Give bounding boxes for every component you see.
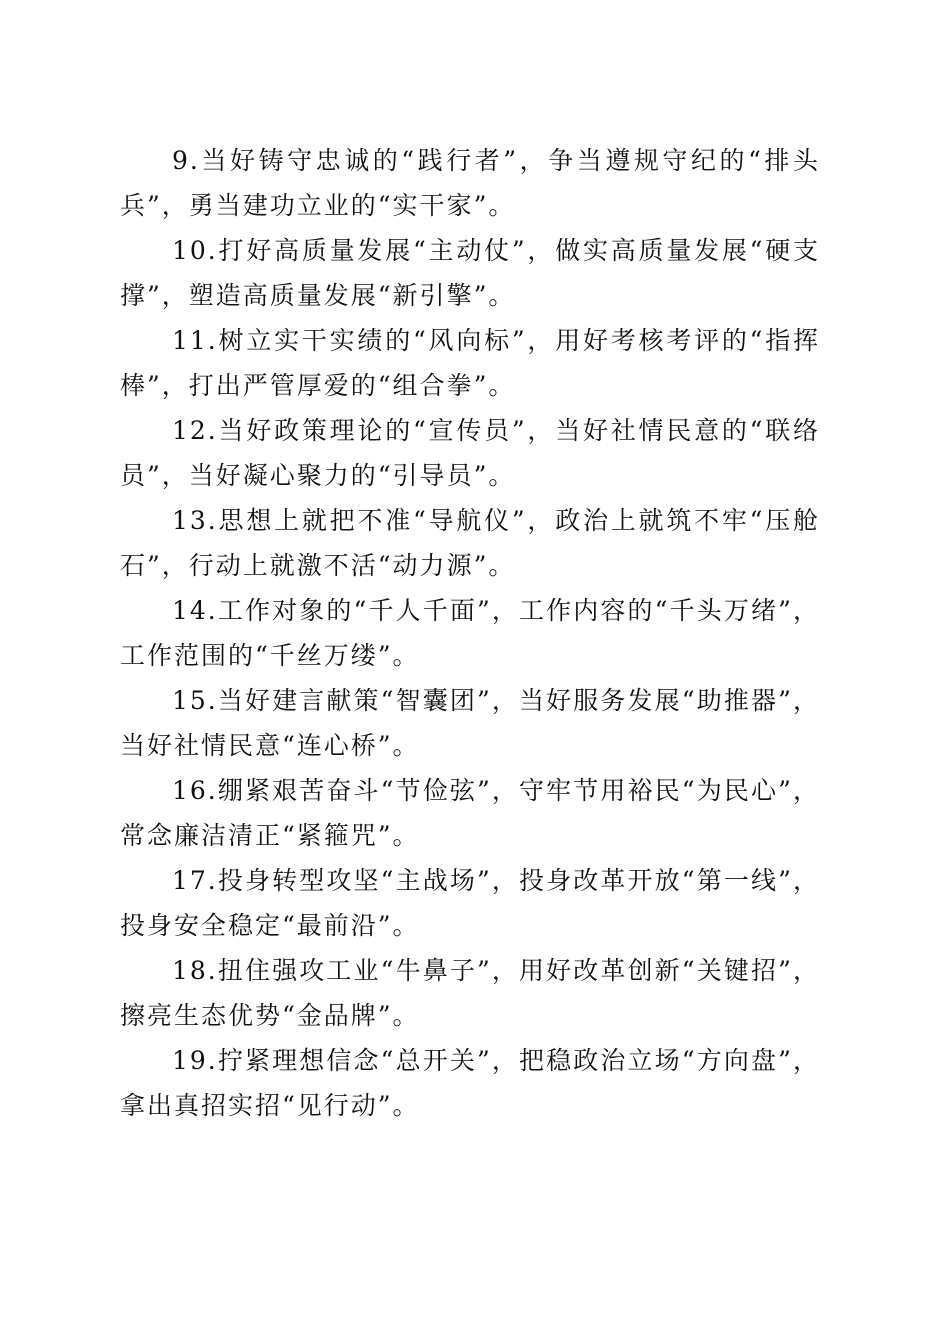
paragraph-17: 17.投身转型攻坚“主战场”，投身改革开放“第一线”，投身安全稳定“最前沿”。	[120, 866, 820, 940]
document-body	[120, 138, 820, 1128]
paragraph-12: 12.当好政策理论的“宣传员”，当好社情民意的“联络员”，当好凝心聚力的“引导员”。	[120, 416, 820, 490]
paragraph-10: 10.打好高质量发展“主动仗”，做实高质量发展“硬支撑”，塑造高质量发展“新引擎”。	[120, 236, 820, 310]
paragraph-13: 13.思想上就把不准“导航仪”，政治上就筑不牢“压舱石”，行动上就激不活“动力源”。	[120, 506, 820, 580]
paragraph-16: 16.绷紧艰苦奋斗“节俭弦”，守牢节用裕民“为民心”，常念廉洁清正“紧箍咒”。	[120, 776, 820, 850]
paragraph-14: 14.工作对象的“千人千面”，工作内容的“千头万绪”，工作范围的“千丝万缕”。	[120, 596, 820, 670]
paragraph-15: 15.当好建言献策“智囊团”，当好服务发展“助推器”，当好社情民意“连心桥”。	[120, 686, 820, 760]
paragraph-19: 19.拧紧理想信念“总开关”，把稳政治立场“方向盘”，拿出真招实招“见行动”。	[120, 1046, 820, 1120]
paragraph-18: 18.扭住强攻工业“牛鼻子”，用好改革创新“关键招”，擦亮生态优势“金品牌”。	[120, 956, 820, 1030]
paragraph-11: 11.树立实干实绩的“风向标”，用好考核考评的“指挥棒”，打出严管厚爱的“组合拳”。	[120, 326, 820, 400]
paragraph-9: 9.当好铸守忠诚的“践行者”，争当遵规守纪的“排头兵”，勇当建功立业的“实干家”。	[120, 146, 820, 220]
